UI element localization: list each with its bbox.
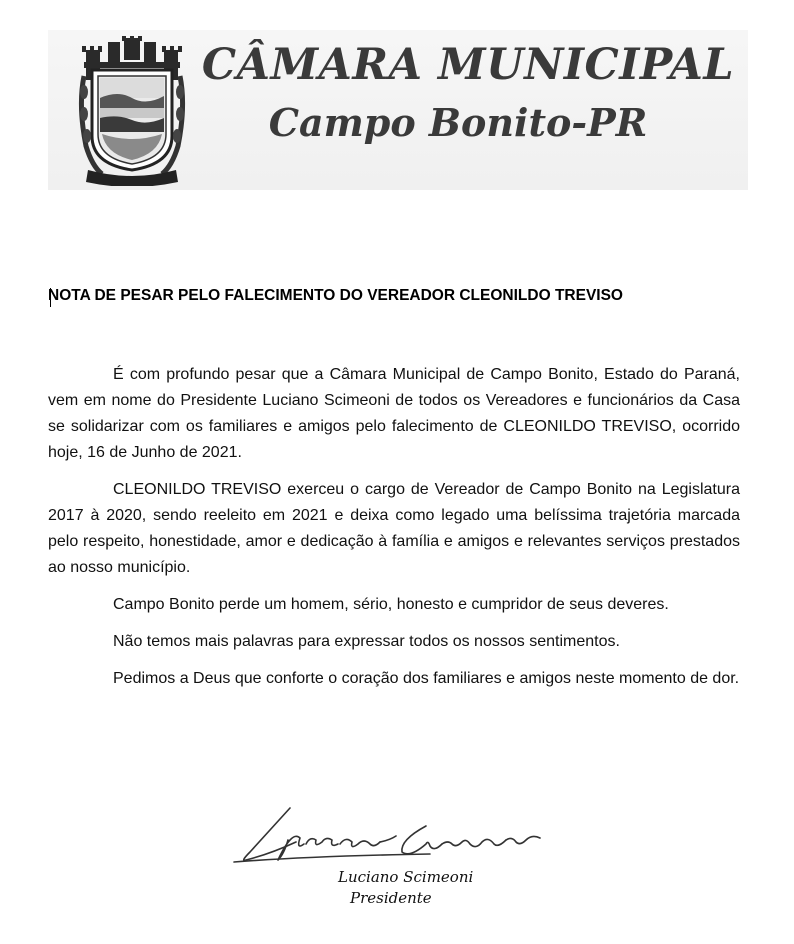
body-paragraph: CLEONILDO TREVISO exerceu o cargo de Vereador de Campo Bonito na Legislatura 2017 à 2020, sendo reeleito em 2021 e deixa como legado uma belíssima trajetória marcada pelo respeito, honestidade, amor e dedicação à família e amigos e relevantes serviços prestados ao nosso município. xyxy=(48,481,740,576)
municipal-coat-of-arms-icon xyxy=(78,36,186,186)
letterhead-subtitle: Campo Bonito-PR xyxy=(268,100,648,145)
document-title: NOTA DE PESAR PELO FALECIMENTO DO VEREADOR CLEONILDO TREVISO xyxy=(48,287,623,304)
signatory-role: Presidente xyxy=(350,889,432,907)
body-paragraph: Pedimos a Deus que conforte o coração dos familiares e amigos neste momento de dor. xyxy=(113,670,740,687)
handwritten-signature xyxy=(230,800,560,870)
signature-block xyxy=(230,800,560,920)
letterhead-title: CÂMARA MUNICIPAL xyxy=(201,40,735,90)
body-paragraph: Campo Bonito perde um homem, sério, honesto e cumpridor de seus deveres. xyxy=(113,596,669,613)
letterhead xyxy=(48,30,748,190)
signatory-name: Luciano Scimeoni xyxy=(338,868,474,886)
body-paragraph: Não temos mais palavras para expressar todos os nossos sentimentos. xyxy=(113,633,620,650)
document-body xyxy=(48,362,740,703)
body-paragraph: É com profundo pesar que a Câmara Municipal de Campo Bonito, Estado do Paraná, vem em nome do Presidente Luciano Scimeoni de todos os Vereadores e funcionários da Casa se solidarizar com os familiares e amigos pelo falecimento de CLEONILDO TREVISO, ocorrido hoje, 16 de Junho de 2021. xyxy=(48,366,740,461)
